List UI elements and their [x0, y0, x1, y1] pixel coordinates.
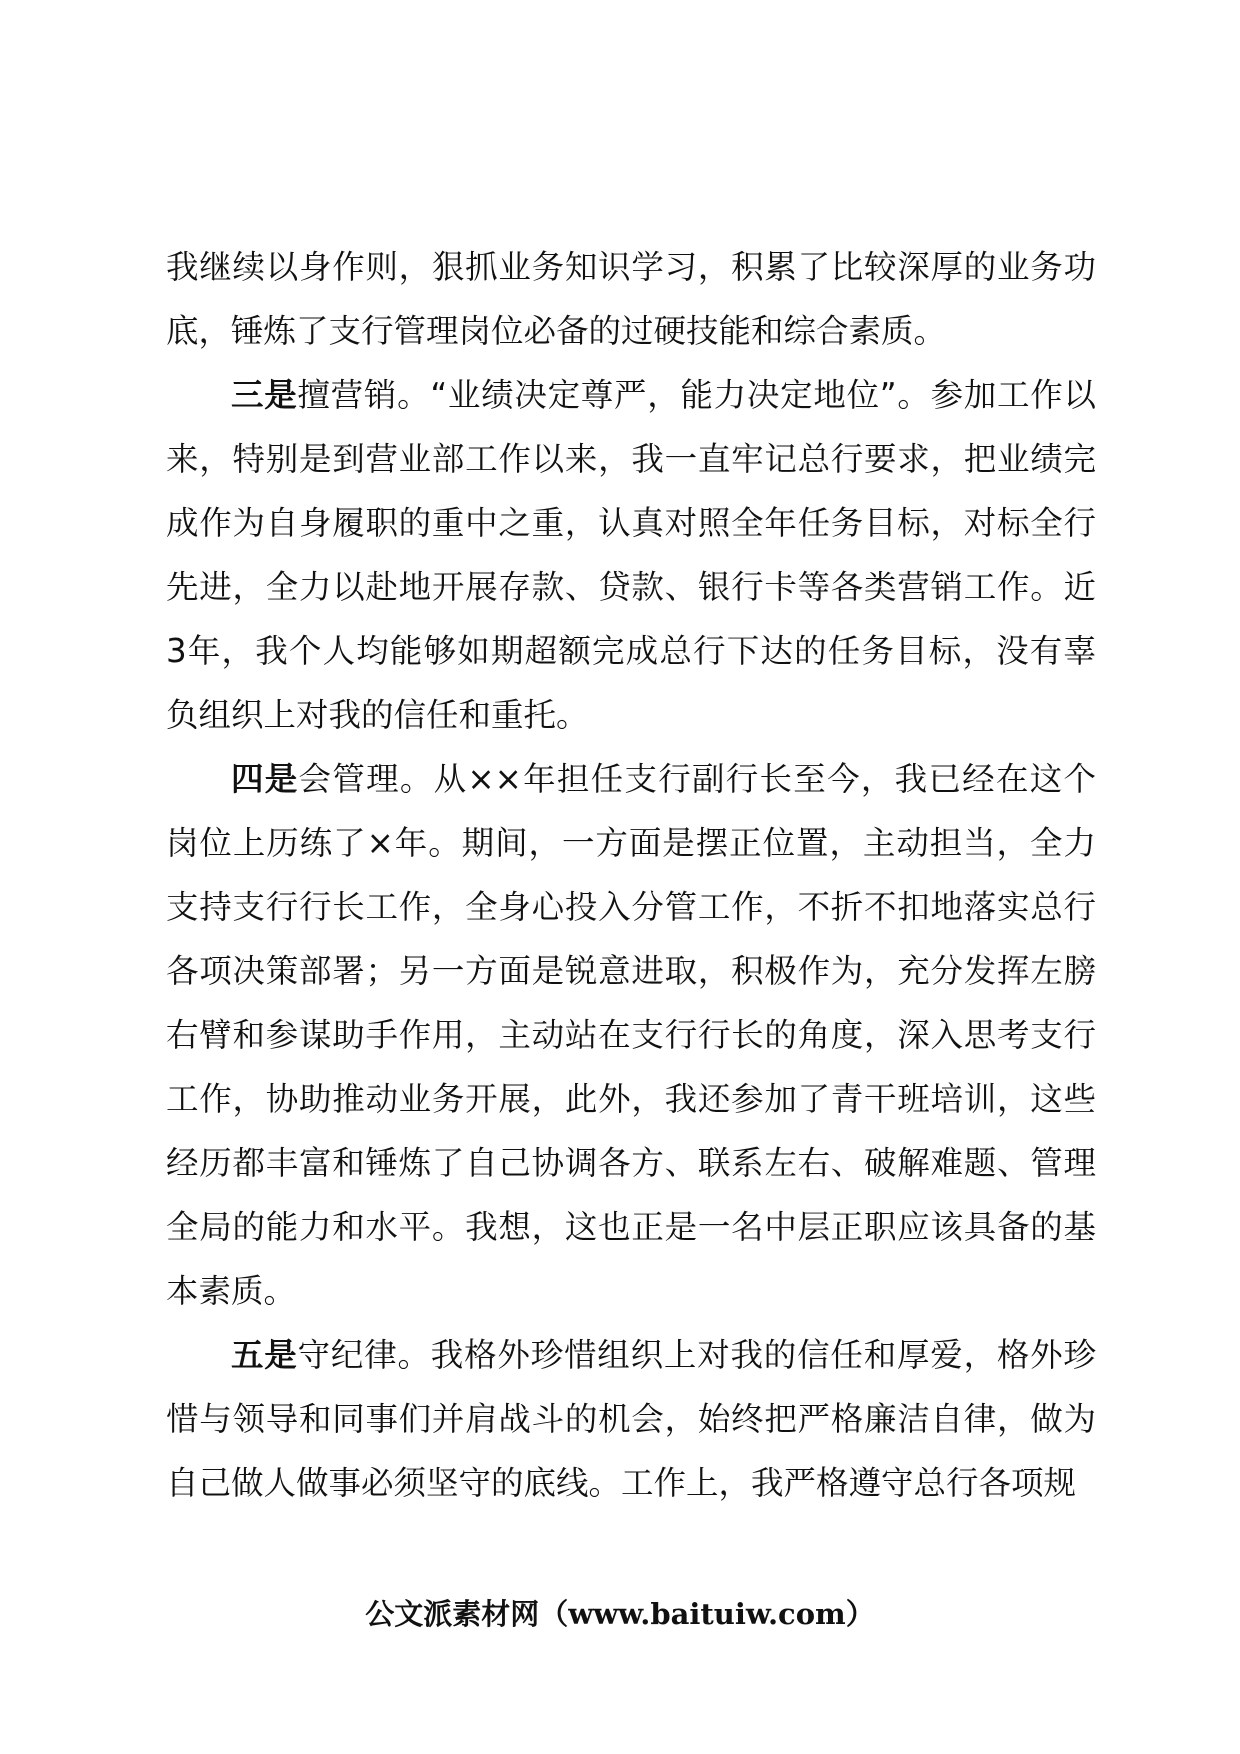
- paragraph-lead: 四是: [231, 760, 299, 798]
- paragraph-discipline: [166, 1323, 1096, 1515]
- paragraph-lead: 三是: [231, 376, 298, 414]
- paragraph-text: 擅营销。“业绩决定尊严，能力决定地位”。参加工作以来，特别是到营业部工作以来，我一直牢记总行要求，把业绩完成作为自身履职的重中之重，认真对照全年任务目标，对标全行先进，全力以赴地开展存款、贷款、银行卡等各类营销工作。近3年，我个人均能够如期超额完成总行下达的任务目标，没有辜负组织上对我的信任和重托。: [166, 376, 1096, 734]
- paragraph-management: [166, 747, 1096, 1323]
- paragraph-text: 会管理。从××年担任支行副行长至今，我已经在这个岗位上历练了×年。期间，一方面是摆正位置，主动担当，全力支持支行行长工作，全身心投入分管工作，不折不扣地落实总行各项决策部署；另一方面是锐意进取，积极作为，充分发挥左膀右臂和参谋助手作用，主动站在支行行长的角度，深入思考支行工作，协助推动业务开展，此外，我还参加了青干班培训，这些经历都丰富和锤炼了自己协调各方、联系左右、破解难题、管理全局的能力和水平。我想，这也正是一名中层正职应该具备的基本素质。: [166, 760, 1096, 1310]
- paragraph-continuation: [166, 235, 1096, 363]
- document-body: [166, 235, 1096, 1515]
- footer-watermark: 公文派素材网（www.baituiw.com）: [365, 1597, 875, 1631]
- paragraph-lead: 五是: [231, 1336, 298, 1374]
- paragraph-marketing: [166, 363, 1096, 747]
- paragraph-text: 我继续以身作则，狠抓业务知识学习，积累了比较深厚的业务功底，锤炼了支行管理岗位必备的过硬技能和综合素质。: [166, 248, 1096, 350]
- paragraph-text: 守纪律。我格外珍惜组织上对我的信任和厚爱，格外珍惜与领导和同事们并肩战斗的机会，始终把严格廉洁自律，做为自己做人做事必须坚守的底线。工作上，我严格遵守总行各项规: [166, 1336, 1096, 1502]
